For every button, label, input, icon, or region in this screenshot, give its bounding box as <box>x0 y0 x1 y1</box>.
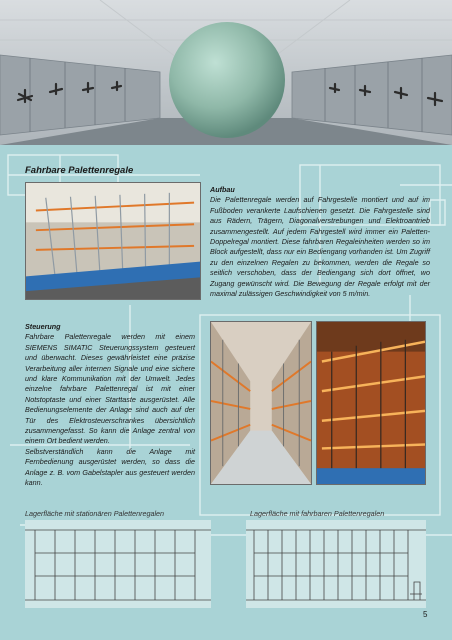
stationary-racks-drawing <box>25 520 211 608</box>
aufbau-section <box>210 185 430 299</box>
page-title: Fahrbare Palettenregale <box>25 165 134 176</box>
steuerung-body: Fahrbare Palettenregale werden mit einem SIEMENS SIMATIC Steuerungssystem gesteuert und überwacht. Dieses gewährleistet eine präzise Verarbeitung aller internen Signale und eine sichere und klare Kommunikation mit der Umwelt. Jedes einzelne fahrbare Palettenregal ist mit einer Notstoptaste und einer Starttaste ausgerüstet. Alle Bedienungselemente der Anlage sind auch auf der Tür des Elektrosteuerschrankes übersichtlich zusammengefasst. So kann die Anlage zentral von einem Ort bedient werden. <box>25 332 195 446</box>
aisle-photo <box>210 321 312 485</box>
caption-mobile: Lagerfläche mit fahrbaren Palettenregalen <box>250 509 385 518</box>
caption-stationary: Lagerfläche mit stationären Palettenregalen <box>25 509 165 518</box>
steuerung-heading: Steuerung <box>25 322 61 331</box>
mobile-racks-drawing <box>246 520 426 608</box>
aufbau-heading: Aufbau <box>210 185 235 194</box>
steuerung-body-2: Selbstverständlich kann die Anlage mit Fernbedienung ausgerüstet werden, so dass die Anlage z. B. vom Gabelstapler aus gesteuert werden kann. <box>25 446 195 488</box>
page-number: 5 <box>423 610 428 619</box>
hero-photo <box>0 0 452 145</box>
lit-racks-photo <box>316 321 426 485</box>
steuerung-section <box>25 322 195 489</box>
mobile-racks-photo <box>25 182 201 300</box>
aufbau-body: Die Palettenregale werden auf Fahrgestelle montiert und auf im Fußboden verankerte Laufschienen gesetzt. Die Fahrgestelle sind aus Rädern, Trägern, Diagonalverstrebungen und Elektroantrieb zusammengestellt. Auf jedem Fahrgestell wird immer ein Paletten-Doppelregal montiert. Diese fahrbaren Regaleinheiten werden so im Block aufgestellt, dass nur ein Bediengang vorhanden ist. Um Zugriff zu den einzelnen Regalen zu bekommen, werden die Regale so seitlich verschoben, dass der Bediengang sich dort öffnet, wo Zugang gewünscht wird. Die Bewegung der Regale erfolgt mit der maximal zulässigen Geschwindigkeit von 5 m/min. <box>210 195 430 299</box>
